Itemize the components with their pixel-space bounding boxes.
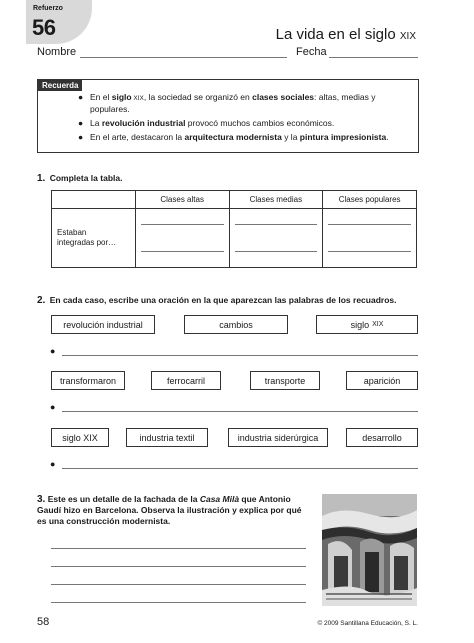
date-label: Fecha <box>296 46 327 58</box>
question-1-text: Completa la tabla. <box>49 173 123 183</box>
write-line[interactable] <box>235 251 318 252</box>
word-box <box>151 371 221 390</box>
question-1-number: 1. <box>37 173 46 184</box>
question-2-title <box>37 295 396 306</box>
recuerda-label: Recuerda <box>38 80 82 91</box>
column-header: Clases populares <box>323 191 417 209</box>
word-box <box>250 371 320 390</box>
name-label: Nombre <box>37 46 77 58</box>
row-header <box>52 209 136 268</box>
question-2-text: En cada caso, escribe una oración en la que aparezcan las palabras de los recuadros. <box>49 295 397 305</box>
table-header-row <box>52 191 417 209</box>
answer-line[interactable] <box>62 411 418 412</box>
word-box-text: transformaron <box>59 375 117 386</box>
recuerda-text-run: : altas, medias y populares. <box>90 92 376 114</box>
word-box <box>346 371 418 390</box>
recuerda-bullets <box>78 92 413 146</box>
page-title <box>276 26 416 43</box>
write-line[interactable] <box>235 224 318 225</box>
bullet-dot-icon: ● <box>78 132 84 142</box>
word-box-text: revolución industrial <box>63 319 143 330</box>
answer-line[interactable] <box>51 602 306 603</box>
answer-cell[interactable] <box>135 209 229 268</box>
title-roman-numeral: XIX <box>399 31 416 42</box>
recuerda-item <box>78 132 413 143</box>
answer-line[interactable] <box>62 355 418 356</box>
write-line[interactable] <box>328 251 411 252</box>
word-box <box>126 428 208 447</box>
answer-line[interactable] <box>62 468 418 469</box>
word-box-text: industria textil <box>139 432 195 443</box>
recuerda-text-run: XIX <box>131 95 144 102</box>
recuerda-text-run: y la <box>281 132 300 142</box>
recuerda-text-run: provocó muchos cambios económicos. <box>185 118 335 128</box>
casa-mila-illustration <box>322 494 417 606</box>
word-box <box>228 428 328 447</box>
word-box-text: siglo XIX <box>62 432 98 443</box>
answer-bullet: ● <box>50 459 56 469</box>
recuerda-text-run: . <box>386 132 389 142</box>
word-box <box>184 315 288 334</box>
word-box-text: transporte <box>264 375 306 386</box>
write-line[interactable] <box>141 224 224 225</box>
column-header: Clases altas <box>135 191 229 209</box>
recuerda-text-run: siglo <box>111 92 132 102</box>
answer-cell[interactable] <box>229 209 323 268</box>
word-box-text: siglo <box>350 319 370 330</box>
question-3-text-part: que Antonio Gaudí hizo en Barcelona. Observa la ilustración y explica por qué es una construcción modernista. <box>37 494 302 526</box>
copyright-notice: © 2009 Santillana Educación, S. L. <box>317 620 418 627</box>
word-box-text: aparición <box>363 375 401 386</box>
bullet-dot-icon: ● <box>78 118 84 128</box>
row-header-line: Estaban <box>57 228 87 237</box>
word-box <box>316 315 418 334</box>
question-2-number: 2. <box>37 295 46 306</box>
row-header-line: integradas por… <box>57 238 117 247</box>
name-field[interactable] <box>80 57 287 58</box>
recuerda-text-run: arquitectura modernista <box>184 132 282 142</box>
word-box-roman: XIX <box>372 321 384 328</box>
answer-line[interactable] <box>51 548 306 549</box>
recuerda-item <box>78 92 413 115</box>
recuerda-text-run: revolución industrial <box>101 118 186 128</box>
recuerda-text-run: En el arte, destacaron la <box>90 132 185 142</box>
recuerda-text-run: , la sociedad se organizó en <box>143 92 253 102</box>
answer-line[interactable] <box>51 566 306 567</box>
answer-cell[interactable] <box>323 209 417 268</box>
question-3-text <box>37 494 309 527</box>
tab-number: 56 <box>32 15 56 40</box>
recuerda-text-run: La <box>90 118 102 128</box>
word-box <box>51 315 155 334</box>
answer-bullet: ● <box>50 402 56 412</box>
question-3-number: 3. <box>37 494 46 505</box>
recuerda-text-run: clases sociales <box>252 92 315 102</box>
title-main: La vida en el siglo <box>275 26 396 43</box>
table-row <box>52 209 417 268</box>
date-field[interactable] <box>329 57 418 58</box>
write-line[interactable] <box>328 224 411 225</box>
column-header: Clases medias <box>229 191 323 209</box>
casa-mila-facade-photo <box>322 494 417 606</box>
table-corner-cell <box>52 191 136 209</box>
recuerda-text-run: En el <box>90 92 112 102</box>
answer-line[interactable] <box>51 584 306 585</box>
word-box <box>346 428 418 447</box>
question-1-title <box>37 173 122 184</box>
word-box <box>51 428 109 447</box>
word-box-text: cambios <box>219 319 253 330</box>
bullet-dot-icon: ● <box>78 92 84 102</box>
word-box-text: desarrollo <box>362 432 402 443</box>
social-classes-table <box>51 190 417 268</box>
word-box-text: ferrocarril <box>166 375 205 386</box>
recuerda-item <box>78 118 413 129</box>
question-3-text-part: Este es un detalle de la fachada de la <box>47 494 200 504</box>
write-line[interactable] <box>141 251 224 252</box>
recuerda-text-run: pintura impresionista <box>299 132 387 142</box>
page-number: 58 <box>37 616 50 628</box>
word-box-text: industria siderúrgica <box>237 432 319 443</box>
question-3-building-name: Casa Milà <box>199 494 240 504</box>
answer-bullet: ● <box>50 346 56 356</box>
tab-label: Refuerzo <box>33 5 63 12</box>
word-box <box>51 371 125 390</box>
